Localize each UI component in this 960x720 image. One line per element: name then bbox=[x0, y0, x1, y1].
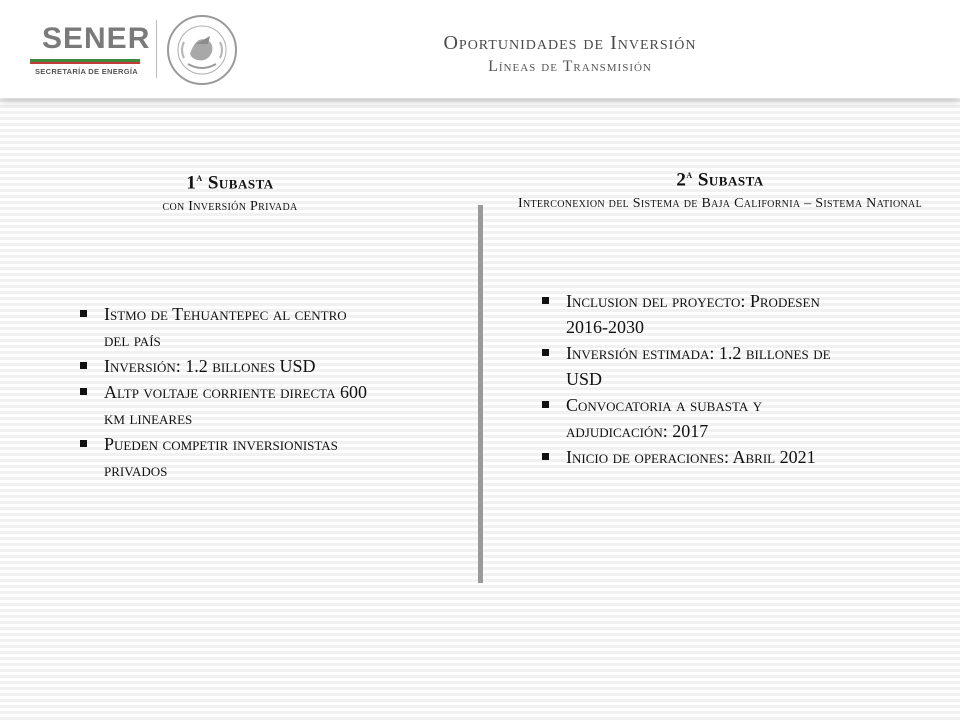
column-divider bbox=[478, 205, 483, 583]
right-heading-ordinal: a bbox=[686, 169, 693, 181]
left-heading-number: 1 bbox=[186, 172, 197, 194]
right-bullet-list bbox=[538, 288, 838, 470]
right-column-heading bbox=[500, 162, 940, 215]
list-item: Altp voltaje corriente directa 600 km lineares bbox=[76, 379, 376, 431]
list-item: Istmo de Tehuantepec al centro del país bbox=[76, 301, 376, 353]
right-heading-word: Subasta bbox=[697, 169, 764, 191]
left-heading-word: Subasta bbox=[207, 172, 274, 194]
header-titles bbox=[330, 30, 810, 78]
list-item: Pueden competir inversionistas privados bbox=[76, 431, 376, 483]
logo-wordmark: SENER bbox=[42, 22, 151, 55]
mexico-seal-icon bbox=[166, 14, 238, 86]
right-heading-title bbox=[500, 162, 940, 193]
logo-divider bbox=[156, 20, 157, 78]
list-item: Inversión estimada: 1.2 billones de USD bbox=[538, 340, 838, 392]
sener-logo bbox=[30, 22, 155, 76]
list-item: Inicio de operaciones: Abril 2021 bbox=[538, 444, 838, 470]
left-bullet-list bbox=[76, 301, 376, 483]
left-column-heading bbox=[90, 165, 370, 218]
left-heading-subtitle: con Inversión Privada bbox=[162, 199, 298, 215]
logo-subtitle: SECRETARÍA DE ENERGÍA bbox=[35, 67, 138, 76]
page-subtitle: Líneas de Transmisión bbox=[488, 58, 652, 75]
right-heading-subtitle: Interconexion del Sistema de Baja California – Sistema National bbox=[517, 196, 922, 212]
right-heading-number: 2 bbox=[676, 169, 687, 191]
list-item: Inclusion del proyecto: Prodesen 2016-2030 bbox=[538, 288, 838, 340]
left-heading-title bbox=[90, 165, 370, 196]
list-item: Convocatoria a subasta y adjudicación: 2017 bbox=[538, 392, 838, 444]
logo-red-stripe bbox=[30, 62, 140, 64]
slide-header bbox=[0, 0, 960, 98]
page-title: Oportunidades de Inversión bbox=[443, 32, 697, 54]
list-item: Inversión: 1.2 billones USD bbox=[76, 353, 376, 379]
left-heading-ordinal: a bbox=[196, 172, 203, 184]
